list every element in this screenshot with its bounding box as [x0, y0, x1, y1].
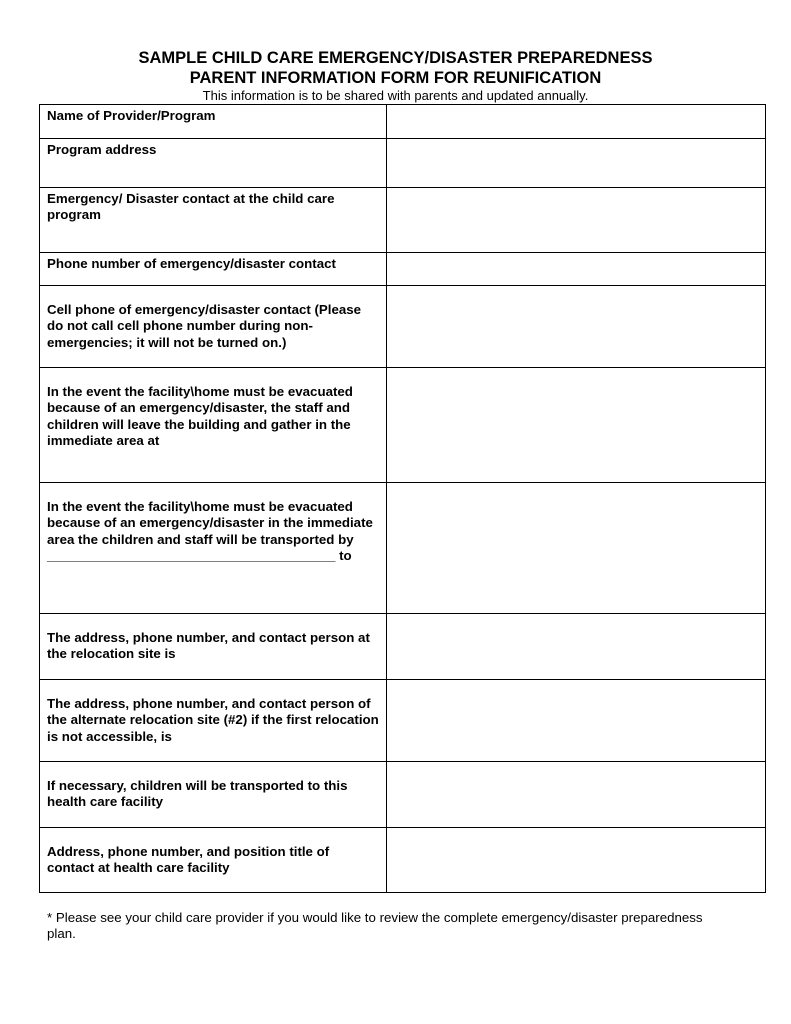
reunification-form-table [39, 104, 766, 893]
contact-phone-field[interactable] [387, 253, 766, 286]
form-row-transport [40, 483, 766, 614]
transport-blank: _______________________________________ [47, 548, 336, 564]
transport-to-label: to [339, 548, 352, 564]
health-care-facility-field[interactable] [387, 762, 766, 828]
alternate-relocation-site-label: The address, phone number, and contact person of the alternate relocation site (#2) if the first relocation is not accessible, is [40, 680, 387, 762]
form-title-line-1: SAMPLE CHILD CARE EMERGENCY/DISASTER PREPAREDNESS [138, 49, 653, 67]
health-care-contact-field[interactable] [387, 828, 766, 893]
form-title-line-2: PARENT INFORMATION FORM FOR REUNIFICATION [189, 69, 602, 87]
emergency-contact-field[interactable] [387, 188, 766, 253]
provider-name-field[interactable] [387, 105, 766, 139]
form-row-relocation-site [40, 614, 766, 680]
form-row-contact-cell-phone [40, 286, 766, 368]
form-row-health-care-facility [40, 762, 766, 828]
health-care-contact-label: Address, phone number, and position title of contact at health care facility [40, 828, 387, 893]
transport-field[interactable] [387, 483, 766, 614]
relocation-site-label: The address, phone number, and contact person at the relocation site is [40, 614, 387, 680]
transport-label: In the event the facility\home must be evacuated because of an emergency/disaster in the immediate area the children and staff will be transported by [47, 499, 373, 547]
alternate-relocation-site-field[interactable] [387, 680, 766, 762]
contact-cell-phone-label: Cell phone of emergency/disaster contact (Please do not call cell phone number during non-emergencies; it will not be turned on.) [40, 286, 387, 368]
transport-cell [40, 483, 387, 614]
health-care-facility-label: If necessary, children will be transported to this health care facility [40, 762, 387, 828]
emergency-contact-label: Emergency/ Disaster contact at the child care program [40, 188, 387, 253]
contact-phone-label: Phone number of emergency/disaster contact [40, 253, 387, 286]
form-row-contact-phone [40, 253, 766, 286]
form-row-health-care-contact [40, 828, 766, 893]
form-row-program-address [40, 139, 766, 188]
gathering-area-label: In the event the facility\home must be evacuated because of an emergency/disaster, the staff and children will leave the building and gather in the immediate area at [40, 368, 387, 483]
form-row-emergency-contact [40, 188, 766, 253]
contact-cell-phone-field[interactable] [387, 286, 766, 368]
form-row-provider-name [40, 105, 766, 139]
gathering-area-field[interactable] [387, 368, 766, 483]
provider-name-label: Name of Provider/Program [40, 105, 387, 139]
relocation-site-field[interactable] [387, 614, 766, 680]
transport-blank-line [47, 548, 380, 564]
form-row-gathering-area [40, 368, 766, 483]
program-address-label: Program address [40, 139, 387, 188]
form-subtitle: This information is to be shared with parents and updated annually. [202, 88, 589, 103]
program-address-field[interactable] [387, 139, 766, 188]
footnote: * Please see your child care provider if you would like to review the complete emergency/disaster preparedness plan. [47, 910, 703, 942]
form-row-alternate-relocation-site [40, 680, 766, 762]
